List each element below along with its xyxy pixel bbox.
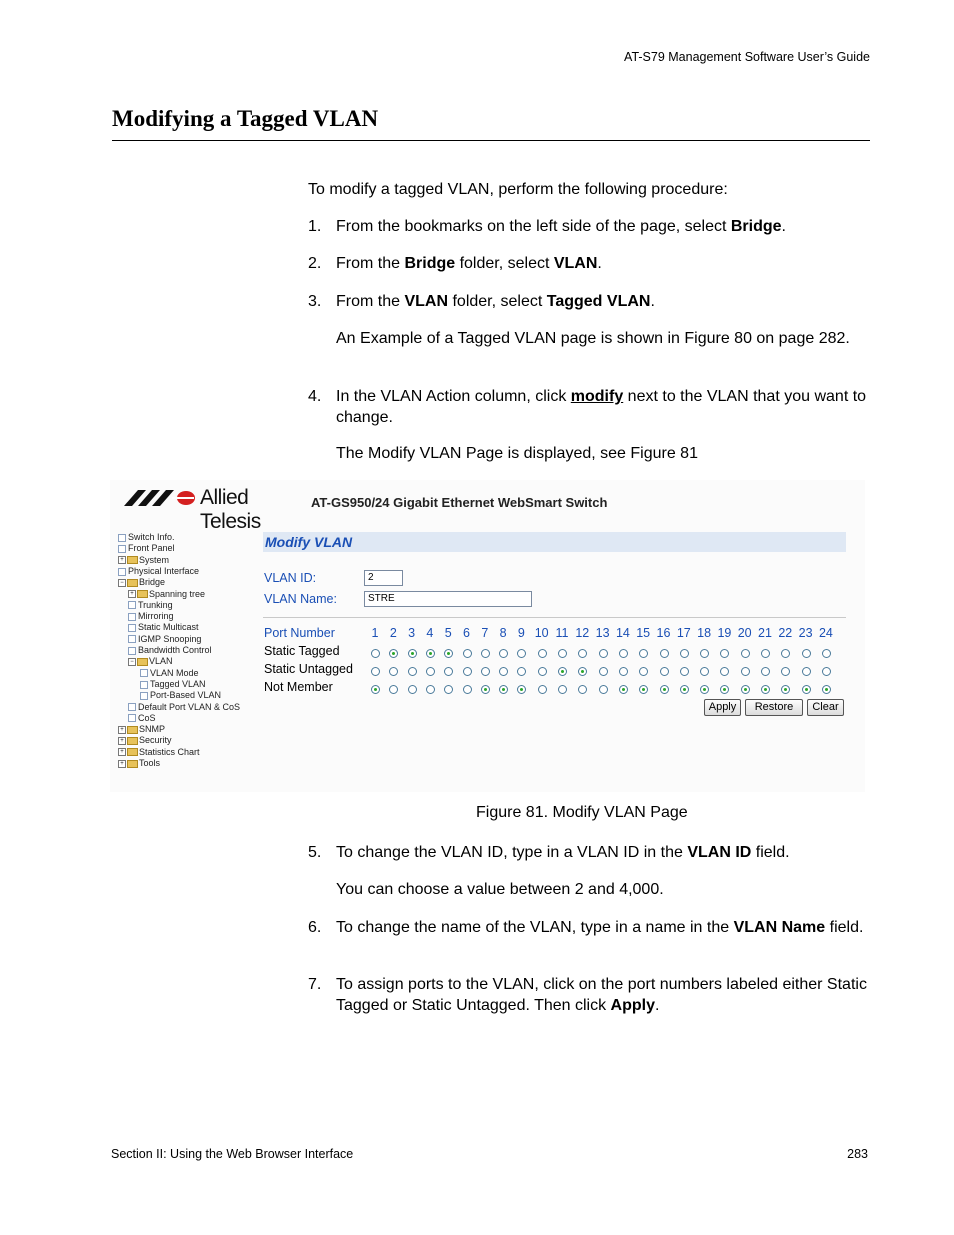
port-number: 11 [555, 626, 569, 640]
port-radio[interactable] [720, 649, 729, 658]
tree-item-label: System [139, 554, 170, 565]
note-step-3: An Example of a Tagged VLAN page is shown in Figure 80 on page 282. [336, 330, 850, 347]
tree-item[interactable] [118, 543, 175, 554]
tree-item[interactable] [128, 634, 201, 645]
port-radio[interactable] [578, 649, 587, 658]
vlan-id-field[interactable]: 2 [364, 570, 403, 586]
tree-item[interactable] [128, 589, 205, 600]
divider [263, 617, 846, 618]
port-radio[interactable] [426, 667, 435, 676]
port-number: 2 [389, 626, 397, 640]
tree-item-label: Mirroring [138, 611, 174, 622]
port-radio[interactable] [444, 685, 453, 694]
port-radio[interactable] [481, 649, 490, 658]
step-text-part: folder, select [448, 293, 547, 310]
port-number: 10 [534, 626, 549, 640]
port-radio[interactable] [761, 667, 770, 676]
port-radio[interactable] [822, 667, 831, 676]
port-radio[interactable] [578, 685, 587, 694]
port-radio[interactable] [517, 649, 526, 658]
tree-item[interactable] [118, 724, 165, 735]
step-text-part: field. [751, 844, 790, 861]
port-radio[interactable] [599, 649, 608, 658]
tree-item[interactable] [128, 713, 156, 724]
port-radio[interactable] [558, 667, 567, 676]
tree-item[interactable] [128, 600, 173, 611]
port-radio[interactable] [802, 649, 811, 658]
tree-item[interactable] [128, 611, 174, 622]
port-number: 7 [481, 626, 489, 640]
port-number: 16 [656, 626, 671, 640]
step-text-part: From the [336, 293, 405, 310]
port-number: 9 [517, 626, 525, 640]
expand-icon[interactable]: + [128, 590, 136, 598]
folder-icon [137, 590, 148, 598]
folder-icon [127, 579, 138, 587]
port-radio[interactable] [481, 685, 490, 694]
tree-item-label: IGMP Snooping [138, 633, 202, 644]
tree-item-label: Security [139, 735, 172, 746]
port-radio[interactable] [680, 685, 689, 694]
tree-item[interactable] [128, 656, 173, 667]
port-number: 22 [778, 626, 793, 640]
step-text [336, 387, 870, 428]
clear-button[interactable]: Clear [807, 699, 844, 716]
tree-item-label: SNMP [139, 724, 166, 735]
step-text-part: To change the name of the VLAN, type in a name in the [336, 919, 734, 936]
port-radio[interactable] [781, 667, 790, 676]
step-text-part: next to the VLAN that you want to change. [336, 388, 867, 426]
title-rule [112, 140, 870, 141]
port-number: 6 [463, 626, 470, 640]
page-icon [128, 703, 136, 711]
tree-item[interactable] [118, 577, 165, 588]
port-radio[interactable] [558, 649, 567, 658]
port-radio[interactable] [499, 685, 508, 694]
step-text-part: . [597, 255, 602, 272]
port-radio[interactable] [426, 685, 435, 694]
port-radio[interactable] [639, 667, 648, 676]
page-icon [140, 669, 148, 677]
port-radio[interactable] [444, 667, 453, 676]
port-number: 18 [697, 626, 712, 640]
port-number-label: Port Number [264, 626, 335, 640]
port-radio[interactable] [741, 649, 750, 658]
folder-icon [127, 737, 138, 745]
tree-item-label: Physical Interface [128, 565, 200, 576]
figure-screenshot [110, 480, 865, 792]
page-icon [128, 601, 136, 609]
page-icon [118, 534, 126, 542]
tree-item[interactable] [128, 702, 240, 713]
bold-term: VLAN [404, 293, 449, 310]
step-text-part: To assign ports to the VLAN, click on the port numbers labeled either Static Tagged or Static Untagged. Then click [336, 976, 867, 1014]
port-radio[interactable] [680, 667, 689, 676]
port-radio[interactable] [538, 685, 547, 694]
port-radio[interactable] [463, 685, 472, 694]
port-radio[interactable] [463, 649, 472, 658]
port-radio[interactable] [444, 649, 453, 658]
tree-item[interactable] [118, 566, 199, 577]
step-text-part: . [654, 996, 660, 1014]
step-number: 1. [308, 218, 322, 235]
tree-item-label: CoS [138, 712, 156, 723]
step-text-part: . [650, 293, 655, 310]
port-radio[interactable] [660, 685, 669, 694]
step-text-part: From the bookmarks on the left side of the page, select [336, 218, 731, 235]
port-number: 24 [818, 626, 833, 640]
bold-term: VLAN [553, 255, 598, 272]
port-radio[interactable] [700, 685, 709, 694]
tree-item-label: Tools [139, 758, 161, 768]
expand-icon[interactable]: + [118, 737, 126, 745]
port-radio[interactable] [517, 685, 526, 694]
port-radio[interactable] [371, 649, 380, 658]
port-radio[interactable] [822, 685, 831, 694]
port-radio[interactable] [660, 649, 669, 658]
tree-item-label: Tagged VLAN [150, 678, 206, 689]
intro-paragraph: To modify a tagged VLAN, perform the following procedure: [308, 181, 728, 198]
port-radio[interactable] [660, 667, 669, 676]
port-radio[interactable] [481, 667, 490, 676]
tree-item-label: Switch Info. [128, 532, 175, 542]
port-radio[interactable] [802, 667, 811, 676]
port-radio[interactable] [558, 685, 567, 694]
restore-button[interactable]: Restore [745, 699, 803, 716]
collapse-icon[interactable]: − [128, 658, 136, 666]
tree-item[interactable] [128, 645, 212, 656]
tree-item-label: Trunking [138, 599, 173, 610]
port-radio[interactable] [408, 667, 417, 676]
running-header: AT-S79 Management Software User’s Guide [624, 50, 870, 64]
page-icon [128, 613, 136, 621]
tree-item[interactable] [140, 679, 206, 690]
step-text-part: In the VLAN Action column, click [336, 388, 571, 405]
step-number: 6. [308, 919, 322, 936]
port-radio[interactable] [599, 667, 608, 676]
vlan-id-label: VLAN ID: [264, 571, 317, 585]
folder-icon [127, 726, 138, 734]
page-icon [128, 714, 136, 722]
port-radio[interactable] [389, 649, 398, 658]
expand-icon[interactable]: + [118, 748, 126, 756]
bold-term: VLAN Name [733, 919, 826, 936]
tree-item-label: VLAN Mode [150, 667, 199, 678]
port-radio[interactable] [538, 649, 547, 658]
page-icon [128, 647, 136, 655]
port-radio[interactable] [463, 667, 472, 676]
tree-item-label: Bridge [139, 577, 166, 588]
row-label: Static Untagged [264, 662, 353, 676]
bold-term: Bridge [404, 255, 456, 272]
expand-icon[interactable]: + [118, 556, 126, 564]
port-radio[interactable] [371, 667, 380, 676]
port-radio[interactable] [781, 685, 790, 694]
page-icon [140, 681, 148, 689]
tree-item[interactable] [118, 532, 175, 543]
port-radio[interactable] [408, 685, 417, 694]
port-number: 15 [636, 626, 651, 640]
step-text [336, 217, 870, 238]
port-radio[interactable] [741, 685, 750, 694]
port-radio[interactable] [761, 685, 770, 694]
section-title: Modifying a Tagged VLAN [112, 106, 379, 131]
port-radio[interactable] [720, 685, 729, 694]
port-number: 4 [426, 626, 434, 640]
row-label: Static Tagged [264, 644, 340, 658]
port-number: 8 [499, 626, 507, 640]
step-text-part: To change the VLAN ID, type in a VLAN ID in the [336, 844, 688, 861]
vlan-name-label: VLAN Name: [264, 592, 337, 606]
page-icon [118, 568, 126, 576]
note-step-4: The Modify VLAN Page is displayed, see Figure 81 [336, 445, 698, 462]
product-name: AT-GS950/24 Gigabit Ethernet WebSmart Switch [311, 495, 608, 510]
step-text [336, 254, 870, 275]
tree-item[interactable] [118, 758, 160, 769]
step-text [336, 918, 870, 939]
port-radio[interactable] [619, 649, 628, 658]
bold-term: Bridge [730, 218, 782, 235]
port-radio[interactable] [822, 649, 831, 658]
port-number: 20 [737, 626, 752, 640]
folder-icon [137, 658, 148, 666]
port-radio[interactable] [371, 685, 380, 694]
step-text [336, 843, 870, 864]
figure-caption: Figure 81. Modify VLAN Page [476, 804, 688, 821]
panel-title: Modify VLAN [263, 532, 846, 552]
apply-button[interactable]: Apply [704, 699, 741, 716]
step-text-part: From the [336, 255, 405, 272]
step-text [336, 292, 870, 313]
expand-icon[interactable]: + [118, 726, 126, 734]
row-label: Not Member [264, 680, 333, 694]
port-radio[interactable] [578, 667, 587, 676]
page-icon [128, 635, 136, 643]
page-icon [118, 545, 126, 553]
expand-icon[interactable]: + [118, 760, 126, 768]
allied-telesis-logo-icon [124, 490, 196, 506]
bold-term: Tagged VLAN [546, 293, 651, 310]
port-radio[interactable] [680, 649, 689, 658]
port-radio[interactable] [720, 667, 729, 676]
tree-item[interactable] [140, 668, 199, 679]
tree-item[interactable] [118, 747, 200, 758]
footer-section: Section II: Using the Web Browser Interface [111, 1147, 354, 1161]
port-radio[interactable] [741, 667, 750, 676]
port-number: 14 [615, 626, 630, 640]
brand-name: Allied Telesis [200, 486, 261, 533]
tree-item-label: Statistics Chart [139, 746, 200, 757]
step-number: 5. [308, 844, 322, 861]
tree-item[interactable] [128, 622, 199, 633]
port-radio[interactable] [389, 685, 398, 694]
vlan-name-field[interactable]: STRE [364, 591, 532, 607]
step-number: 7. [308, 976, 322, 993]
tree-item-label: Bandwidth Control [138, 645, 212, 655]
port-radio[interactable] [408, 649, 417, 658]
port-radio[interactable] [538, 667, 547, 676]
port-radio[interactable] [619, 667, 628, 676]
step-text-part: folder, select [455, 255, 554, 272]
step-text-part: . [781, 218, 786, 235]
port-radio[interactable] [619, 685, 628, 694]
port-radio[interactable] [517, 667, 526, 676]
port-number: 1 [371, 626, 379, 640]
tree-item-label: Static Multicast [138, 622, 199, 633]
port-radio[interactable] [639, 649, 648, 658]
tree-item[interactable] [140, 690, 221, 701]
page-icon [128, 624, 136, 632]
port-radio[interactable] [639, 685, 648, 694]
tree-item[interactable] [118, 555, 169, 566]
step-number: 2. [308, 255, 322, 272]
port-number: 19 [717, 626, 732, 640]
port-radio[interactable] [761, 649, 770, 658]
page-icon [140, 692, 148, 700]
step-text-part: field. [825, 919, 864, 936]
tree-item-label: Default Port VLAN & CoS [138, 701, 241, 712]
port-radio[interactable] [499, 649, 508, 658]
note-step-5: You can choose a value between 2 and 4,000. [336, 881, 664, 898]
tree-item-label: Spanning tree [149, 588, 206, 599]
port-number: 13 [595, 626, 610, 640]
tree-item-label: Port-Based VLAN [150, 690, 222, 701]
port-radio[interactable] [389, 667, 398, 676]
tree-item[interactable] [118, 735, 172, 746]
port-number: 12 [575, 626, 590, 640]
port-number: 17 [676, 626, 691, 640]
tree-item-label: VLAN [149, 656, 173, 667]
step-number: 4. [308, 388, 322, 405]
bold-term: VLAN ID [687, 844, 752, 861]
port-radio[interactable] [700, 667, 709, 676]
page-number: 283 [847, 1147, 868, 1161]
port-number: 23 [798, 626, 813, 640]
folder-icon [127, 556, 138, 564]
port-number: 21 [758, 626, 772, 640]
collapse-icon[interactable]: − [118, 579, 126, 587]
folder-icon [127, 760, 138, 768]
modify-link-term: modify [570, 388, 624, 405]
bold-term: Apply [610, 996, 655, 1014]
folder-icon [127, 748, 138, 756]
port-radio[interactable] [426, 649, 435, 658]
port-number: 3 [408, 626, 416, 640]
step-text [336, 975, 870, 1016]
port-radio[interactable] [499, 667, 508, 676]
step-number: 3. [308, 293, 322, 310]
tree-item-label: Front Panel [128, 543, 175, 554]
port-radio[interactable] [599, 685, 608, 694]
port-radio[interactable] [802, 685, 811, 694]
port-radio[interactable] [700, 649, 709, 658]
port-number: 5 [444, 626, 452, 640]
port-radio[interactable] [781, 649, 790, 658]
